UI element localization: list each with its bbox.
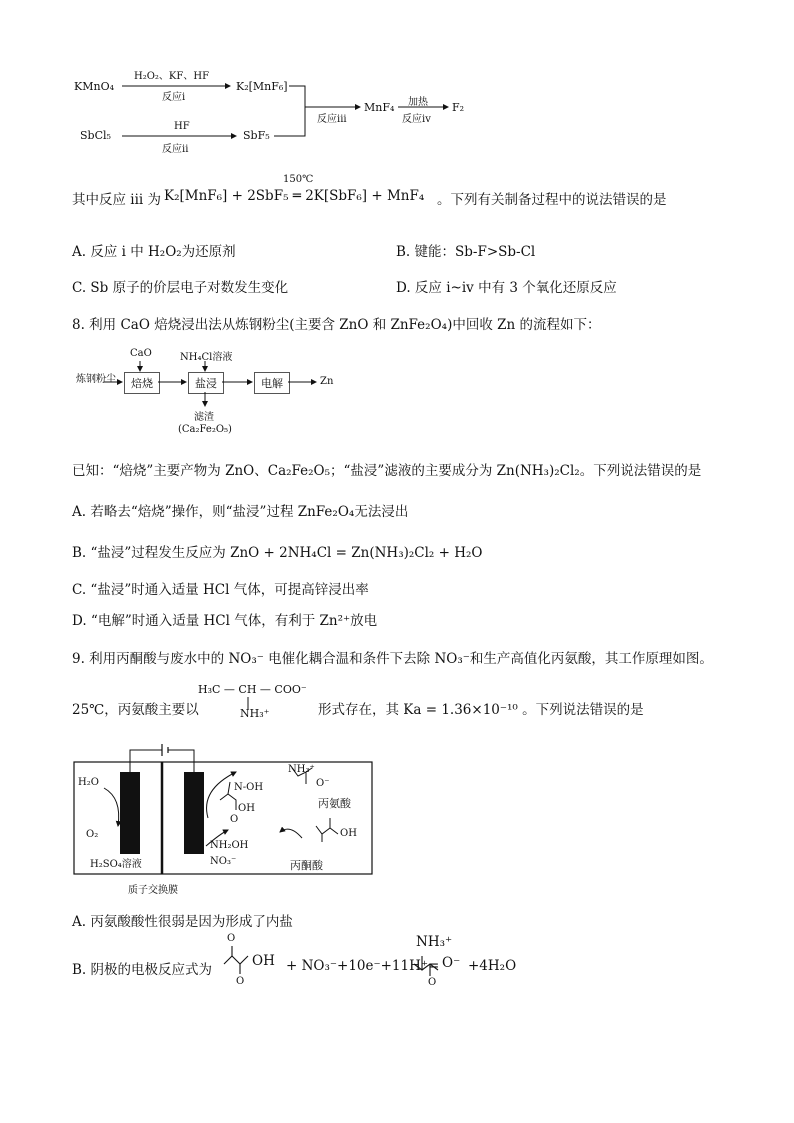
cell-ala-nh3: NH₃⁺ xyxy=(288,764,315,775)
flow-zn-label: Zn xyxy=(320,376,334,387)
alanine-zwitterion-top: H₃C — CH — COO⁻ xyxy=(198,683,307,696)
b-ala-nh3: NH₃⁺ xyxy=(416,934,453,950)
cell-o2: O₂ xyxy=(86,829,99,840)
q9-stem: 9. 利用丙酮酸与废水中的 NO₃⁻ 电催化耦合温和条件下去除 NO₃⁻和生产高值化丙氨酸，其工作原理如图。 xyxy=(72,651,713,667)
cell-alanine-label: 丙氨酸 xyxy=(318,797,351,810)
cell-ala-ominus: O⁻ xyxy=(316,778,330,789)
q7-option-c: C. Sb 原子的价层电子对数发生变化 xyxy=(72,280,289,296)
k2mnf6-label: K₂[MnF₆] xyxy=(236,80,288,93)
q7-option-b: B. 键能：Sb-F>Sb-Cl xyxy=(396,244,536,260)
flow-cao-label: CaO xyxy=(130,348,152,359)
flow-start-label: 炼钢粉尘 xyxy=(76,374,116,385)
q7-stem-prefix: 其中反应 iii 为 xyxy=(72,192,162,208)
flow-residue-label: 滤渣 xyxy=(194,412,214,423)
flow-residue-formula: (Ca₂Fe₂O₅) xyxy=(178,424,232,435)
cell-pyruvic-label: 丙酮酸 xyxy=(290,859,323,872)
q7-option-a: A. 反应 i 中 H₂O₂为还原剂 xyxy=(72,244,236,260)
flow-arrows xyxy=(0,330,400,410)
cell-oxime-noh: N-OH xyxy=(234,782,264,793)
r3-label: 反应iii xyxy=(317,114,347,125)
mnf4-label: MnF₄ xyxy=(364,101,395,114)
kmno4-label: KMnO₄ xyxy=(74,80,114,93)
scheme-q7-arrows xyxy=(0,0,794,160)
r2-label: 反应ii xyxy=(162,144,189,155)
q9-line2-suffix: 形式存在，其 Ka = 1.36×10⁻¹⁰ 。下列说法错误的是 xyxy=(318,702,644,718)
q7-eq-condition: 150℃ xyxy=(283,174,314,185)
r2-reagent: HF xyxy=(174,121,190,132)
cell-pyruvic-oh: OH xyxy=(340,828,357,839)
b-pyruvic-oh: OH xyxy=(252,953,275,969)
q8-option-b: B. “盐浸”过程发生反应为 ZnO + 2NH₄Cl = Zn(NH₃)₂Cl₂ + H₂O xyxy=(72,545,483,561)
q8-option-d: D. “电解”时通入适量 HCl 气体，有利于 Zn²⁺放电 xyxy=(72,613,378,629)
r1-label: 反应i xyxy=(162,92,186,103)
cell-membrane-label: 质子交换膜 xyxy=(128,885,178,896)
b-ala-ominus: O⁻ xyxy=(442,955,461,971)
q9-option-a: A. 丙氨酸酸性很弱是因为形成了内盐 xyxy=(72,914,293,930)
q9-line2-prefix: 25℃，丙氨酸主要以 xyxy=(72,702,199,718)
r4-label: 反应iv xyxy=(402,114,431,125)
r1-reagents: H₂O₂、KF、HF xyxy=(134,71,210,82)
cell-oxime-o: O xyxy=(230,814,239,825)
q8-stem: 8. 利用 CaO 焙烧浸出法从炼钢粉尘(主要含 ZnO 和 ZnFe₂O₄)中回收 Zn 的流程如下： xyxy=(72,317,601,333)
cell-oxime-oh: OH xyxy=(238,803,255,814)
q8-option-c: C. “盐浸”时通入适量 HCl 气体，可提高锌浸出率 xyxy=(72,582,369,598)
flow-electro-text: 电解 xyxy=(261,377,283,390)
flow-leach-text: 盐浸 xyxy=(195,377,217,390)
q9-option-b-suffix: +4H₂O xyxy=(468,958,517,974)
q9-option-b-mid: + NO₃⁻+10e⁻+11H⁺= xyxy=(286,958,440,974)
q7-stem-suffix: 。下列有关制备过程中的说法错误的是 xyxy=(437,192,667,208)
heat-label: 加热 xyxy=(408,97,428,108)
cell-h2so4: H₂SO₄溶液 xyxy=(90,859,142,870)
cell-no3: NO₃⁻ xyxy=(210,856,237,867)
q9-option-b-prefix: B. 阴极的电极反应式为 xyxy=(72,962,213,978)
cell-h2o: H₂O xyxy=(78,777,99,788)
f2-label: F₂ xyxy=(452,101,465,114)
flow-nh4cl-label: NH₄Cl溶液 xyxy=(180,352,233,363)
sbcl5-label: SbCl₅ xyxy=(80,129,111,142)
q7-option-d: D. 反应 i~iv 中有 3 个氧化还原反应 xyxy=(396,280,617,296)
cell-nh2oh: NH₂OH xyxy=(210,840,249,851)
q8-option-a: A. 若略去“焙烧”操作，则“盐浸”过程 ZnFe₂O₄无法浸出 xyxy=(72,504,409,520)
b-pyruvic-o-top: O xyxy=(227,933,236,944)
b-pyruvic-o-bottom: O xyxy=(236,976,245,987)
flow-roast-text: 焙烧 xyxy=(131,377,153,390)
q7-equation: K₂[MnF₆] + 2SbF₅ ═ 2K[SbF₆] + MnF₄ xyxy=(164,188,425,204)
sbf5-label: SbF₅ xyxy=(243,129,270,142)
q8-known: 已知：“焙烧”主要产物为 ZnO、Ca₂Fe₂O₅；“盐浸”滤液的主要成分为 Zn(NH₃)₂Cl₂。下列说法错误的是 xyxy=(72,463,702,479)
zwitterion-bond xyxy=(246,697,250,709)
b-ala-o-bottom: O xyxy=(428,977,437,988)
alanine-zwitterion-bottom: NH₃⁺ xyxy=(240,707,270,720)
